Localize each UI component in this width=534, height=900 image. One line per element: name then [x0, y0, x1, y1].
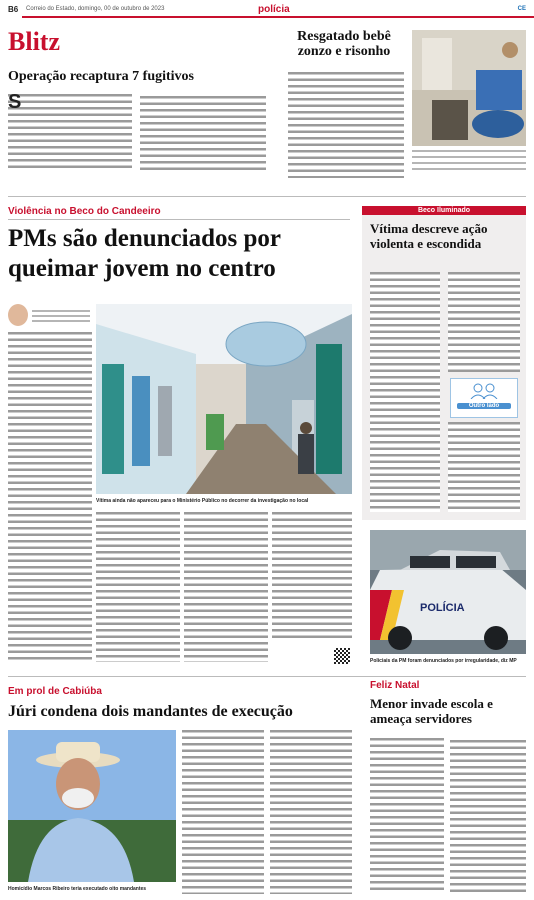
sidebar-box-headline: Vítima descreve ação violenta e escondida — [370, 221, 488, 251]
people-icon — [469, 383, 499, 399]
main-headline: PMs são denunciados por queimar jovem no centro — [8, 225, 281, 282]
jury-portrait-photo — [8, 730, 176, 882]
section-rule — [22, 16, 534, 18]
jury-text-col-1 — [182, 730, 264, 894]
blitz-headline: Operação recaptura 7 fugitivos — [8, 69, 194, 84]
alley-photo-caption: Vítima ainda não apareceu para o Ministério Público no decorrer da investigação no local — [96, 498, 309, 504]
author-avatar — [8, 304, 28, 326]
section-label: polícia — [258, 4, 290, 15]
school-kicker: Feliz Natal — [370, 680, 420, 691]
baby-text — [288, 72, 404, 178]
outro-lado-badge — [450, 378, 518, 418]
author-line — [32, 310, 90, 322]
main-text-col-3 — [184, 512, 268, 662]
main-kicker: Violência no Beco do Candeeiro — [8, 206, 161, 217]
school-text-col-2 — [450, 740, 526, 894]
blitz-text-col-2 — [140, 96, 266, 174]
jury-text-col-2 — [270, 730, 352, 894]
school-headline: Menor invade escola e ameaça servidores — [370, 696, 493, 726]
main-kicker-rule — [8, 219, 350, 220]
jury-headline: Júri condena dois mandantes de execução — [8, 703, 293, 720]
jury-photo-caption: Homicídio Marcos Ribeiro teria executado oito mandantes — [8, 886, 147, 892]
separator-bottom — [8, 676, 526, 677]
sidebar-text-col-1 — [370, 272, 440, 512]
sidebar-box — [362, 206, 526, 520]
school-text-col-1 — [370, 738, 444, 894]
sidebar-text-col-3 — [448, 422, 520, 512]
blitz-label: Blitz — [8, 27, 60, 56]
police-car-photo — [370, 530, 526, 654]
main-text-col-1 — [8, 332, 92, 662]
page-number: B6 — [8, 5, 19, 14]
qr-code — [334, 648, 350, 664]
sidebar-text-col-2 — [448, 272, 520, 372]
main-text-col-4 — [272, 512, 352, 642]
jury-kicker: Em prol de Cabiúba — [8, 686, 102, 697]
dateline: Correio do Estado, domingo, 00 de outubro de 2023 — [26, 6, 165, 12]
sidebar-box-label: Beco Iluminado — [362, 206, 526, 215]
alley-photo — [96, 304, 352, 494]
baby-headline: Resgatado bebê zonzo e risonho — [297, 29, 391, 59]
baby-photo — [412, 30, 526, 146]
blitz-text-col-1: S — [8, 94, 132, 174]
separator-top — [8, 196, 526, 197]
car-police-text: POLÍCIA — [420, 602, 465, 614]
outro-lado-label: Outro lado — [457, 403, 511, 409]
top-bar — [8, 4, 526, 18]
masthead-logo: CE — [517, 6, 526, 12]
police-photo-caption: Policiais da PM foram denunciados por irregularidade, diz MP — [370, 658, 517, 664]
baby-photo-caption — [412, 150, 526, 174]
main-text-col-2 — [96, 512, 180, 662]
